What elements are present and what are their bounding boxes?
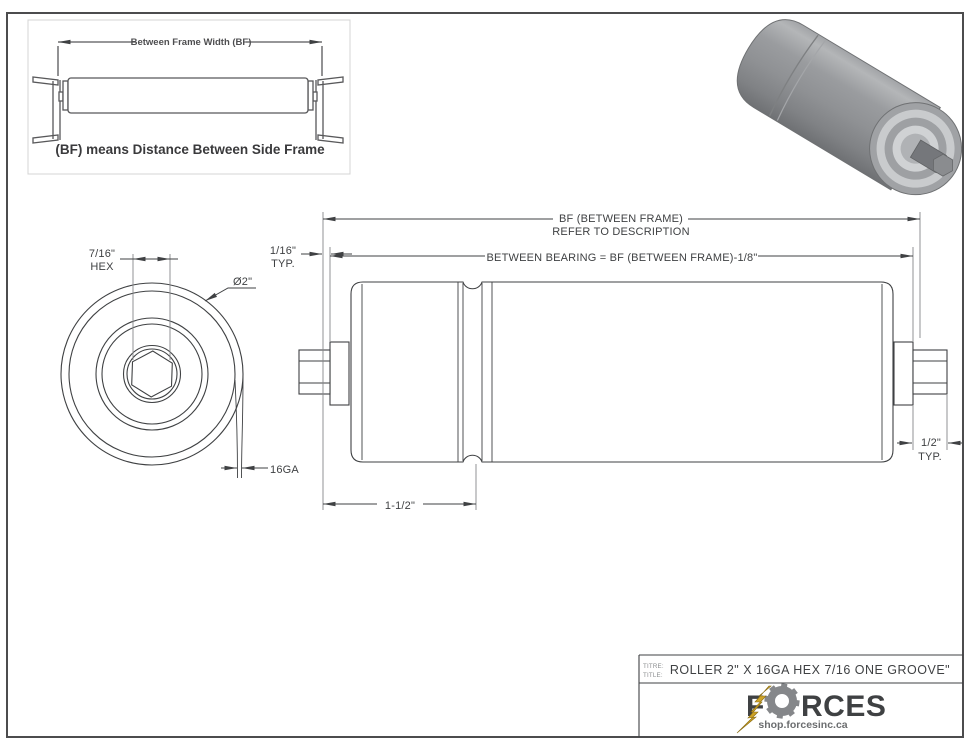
logo-letter-f: F <box>746 690 765 723</box>
dimension-bf <box>323 213 920 238</box>
right-shaft <box>913 350 947 394</box>
title-block <box>639 655 963 737</box>
inset-dim-label: Between Frame Width (BF) <box>130 37 252 48</box>
dimension-1-2-typ <box>897 437 962 463</box>
titre-label: TITRE: <box>643 663 664 670</box>
logo-url: shop.forcesinc.ca <box>758 719 848 731</box>
typ-right-label-line1: 1/2" <box>921 437 941 449</box>
bearing-dim-label: BETWEEN BEARING = BF (BETWEEN FRAME)-1/8" <box>486 252 758 264</box>
bf-dim-label-line1: BF (BETWEEN FRAME) <box>559 213 683 225</box>
hex-bore <box>132 351 173 397</box>
dimension-7-16-hex <box>89 248 178 360</box>
left-shaft <box>299 350 330 394</box>
hex-dim-label-line2: HEX <box>90 261 114 273</box>
gauge-label: 16GA <box>270 464 299 476</box>
logo-letters-rces: RCES <box>801 690 887 723</box>
dimension-1-16-typ <box>270 245 352 270</box>
forces-logo <box>737 684 886 733</box>
dimension-between-bearing <box>330 252 913 264</box>
dimension-1-1-2 <box>323 500 476 512</box>
gear-icon <box>765 684 800 719</box>
inset-caption: (BF) means Distance Between Side Frame <box>55 142 325 157</box>
bf-dim-label-line2: REFER TO DESCRIPTION <box>552 226 690 238</box>
diameter-label: Ø2" <box>233 276 253 288</box>
inset-diagram <box>28 20 350 174</box>
inset-roller <box>63 78 313 113</box>
right-bearing <box>894 342 913 405</box>
side-view <box>299 282 947 462</box>
end-view <box>61 248 299 478</box>
typ-left-label-line1: 1/16" <box>269 245 297 257</box>
groove-dim-label: 1-1/2" <box>384 500 416 512</box>
left-bearing <box>330 342 349 405</box>
roller-3d-view <box>724 7 976 213</box>
typ-right-label-line2: TYP. <box>918 451 942 463</box>
title-label: TITLE: <box>643 672 663 679</box>
drawing-title: ROLLER 2" X 16GA HEX 7/16 ONE GROOVE" <box>669 663 951 677</box>
typ-left-label-line2: TYP. <box>271 258 295 270</box>
hex-dim-label-line1: 7/16" <box>88 248 116 260</box>
roller-body-outline <box>351 282 893 462</box>
dimension-diameter <box>205 276 256 301</box>
